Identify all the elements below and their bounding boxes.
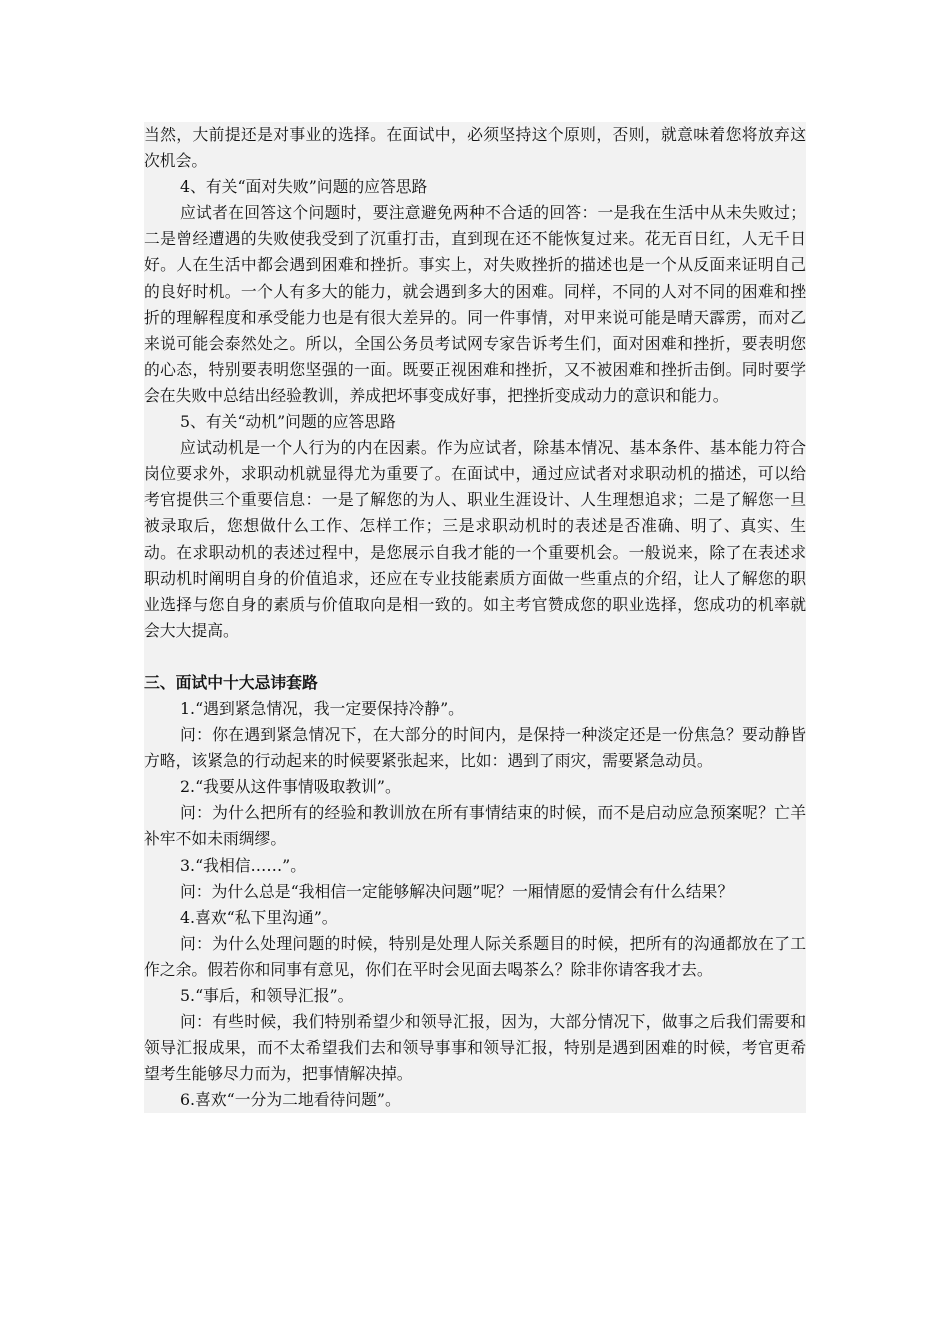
taboo-item-3: 3.“我相信……”。 (180, 855, 307, 875)
blank-line (144, 644, 806, 670)
subheading-motivation: 5、有关“动机”问题的应答思路 (180, 412, 396, 432)
taboo-item-2: 2.“我要从这件事情吸取教训”。 (180, 777, 401, 797)
taboo-answer-2: 问：为什么把所有的经验和教训放在所有事情结束的时候，而不是启动应急预案呢？亡羊补牢不如未雨绸缪。 (144, 803, 806, 849)
taboo-item-1: 1.“遇到紧急情况，我一定要保持冷静”。 (180, 698, 464, 718)
taboo-answer-1: 问：你在遇到紧急情况下，在大部分的时间内，是保持一种淡定还是一份焦急？要动静皆方略，该紧急的行动起来的时候要紧张起来，比如：遇到了雨灾，需要紧急动员。 (144, 725, 806, 771)
paragraph-failure: 应试者在回答这个问题时，要注意避免两种不合适的回答：一是我在生活中从未失败过；二是曾经遭遇的失败使我受到了沉重打击，直到现在还不能恢复过来。花无百日红，人无千日好。人在生活中都会遇到困难和挫折。事实上，对失败挫折的描述也是一个从反面来证明自己的良好时机。一个人有多大的能力，就会遇到多大的困难。同样，不同的人对不同的困难和挫折的理解程度和承受能力也是有很大差异的。同一件事情，对甲来说可能是晴天霹雳，而对乙来说可能会泰然处之。所以，全国公务员考试网专家告诉考生们，面对困难和挫折，要表明您的心态，特别要表明您坚强的一面。既要正视困难和挫折，又不被困难和挫折击倒。同时要学会在失败中总结出经验教训，养成把坏事变成好事，把挫折变成动力的意识和能力。 (144, 203, 806, 405)
paragraph-continuation: 当然，大前提还是对事业的选择。在面试中，必须坚持这个原则，否则，就意味着您将放弃这次机会。 (144, 125, 806, 171)
taboo-answer-3: 问：为什么总是“我相信一定能够解决问题”呢？一厢情愿的爱情会有什么结果？ (180, 881, 734, 901)
section-heading-taboos: 三、面试中十大忌讳套路 (144, 672, 318, 692)
paragraph-motivation: 应试动机是一个人行为的内在因素。作为应试者，除基本情况、基本条件、基本能力符合岗位要求外，求职动机就显得尤为重要了。在面试中，通过应试者对求职动机的描述，可以给考官提供三个重要信息：一是了解您的为人、职业生涯设计、人生理想追求；二是了解您一旦被录取后，您想做什么工作、怎样工作；三是求职动机时的表述是否准确、明了、真实、生动。在求职动机的表述过程中，是您展示自我才能的一个重要机会。一般说来，除了在表述求职动机时阐明自身的价值追求，还应在专业技能素质方面做一些重点的介绍，让人了解您的职业选择与您自身的素质与价值取向是相一致的。如主考官赞成您的职业选择，您成功的机率就会大大提高。 (144, 438, 806, 640)
taboo-answer-4: 问：为什么处理问题的时候，特别是处理人际关系题目的时候，把所有的沟通都放在了工作之余。假若你和同事有意见，你们在平时会见面去喝茶么？除非你请客我才去。 (144, 933, 806, 979)
document-body (144, 122, 806, 1113)
taboo-item-5: 5.“事后，和领导汇报”。 (180, 986, 354, 1005)
taboo-item-6: 6.喜欢“一分为二地看待问题”。 (180, 1090, 401, 1110)
subheading-failure: 4、有关“面对失败”问题的应答思路 (180, 177, 428, 197)
taboo-item-4: 4.喜欢“私下里沟通”。 (180, 907, 338, 927)
taboo-answer-5: 问：有些时候，我们特别希望少和领导汇报，因为，大部分情况下，做事之后我们需要和领导汇报成果，而不太希望我们去和领导事事和领导汇报，特别是遇到困难的时候，考官更希望考生能够尽力而为，把事情解决掉。 (144, 1012, 806, 1084)
